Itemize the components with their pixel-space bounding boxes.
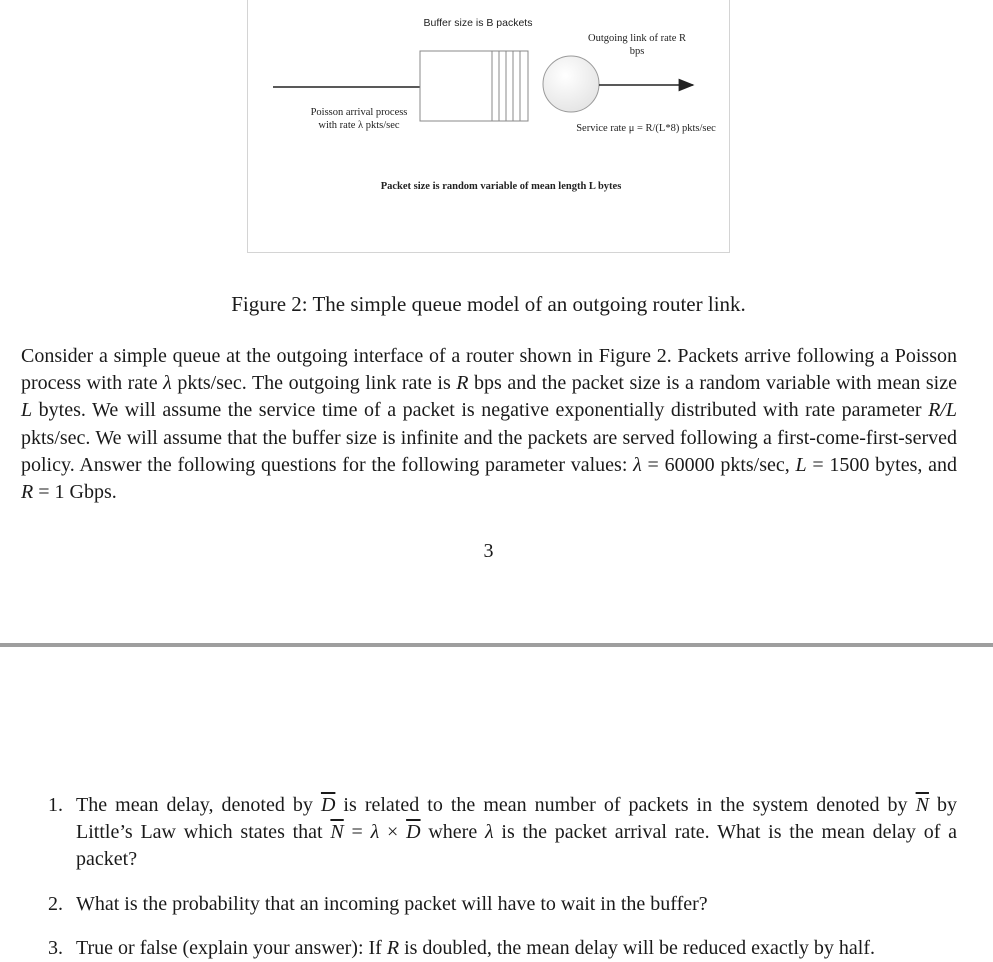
question-text: by Little’s Law which states that — [76, 794, 957, 844]
packet-size-label: Packet size is random variable of mean length L bytes — [380, 181, 622, 192]
rate-variable: R — [456, 372, 469, 395]
lambda-value: = 60000 pkts/sec, — [641, 453, 796, 476]
buffer-queue — [420, 51, 528, 121]
question-list — [48, 792, 957, 962]
arrival-rate-label: with rate λ pkts/sec — [318, 120, 400, 131]
problem-paragraph — [21, 343, 957, 506]
question-number: 1. — [48, 794, 63, 816]
para-text: bps and the packet size is a random variable with mean size — [468, 372, 957, 395]
rate-variable: R — [386, 936, 400, 959]
question-text: where — [420, 821, 485, 844]
outgoing-link-label: Outgoing link of rate R — [588, 33, 686, 44]
question-text: is doubled, the mean delay will be reduced exactly by half. — [399, 936, 876, 959]
page-number: 3 — [483, 540, 494, 562]
size-value: = 1500 bytes, and — [806, 453, 957, 476]
mean-packets-symbol: $\overline{N}$ — [330, 821, 344, 844]
question-number: 3. — [48, 936, 63, 959]
question-text: True or false (explain your answer): If — [76, 936, 387, 959]
queue-model-figure — [247, 0, 730, 253]
para-text: Consider a simple queue at the outgoing interface of a router shown in Figure 2. Packets arrive following a Poisson process with rate — [21, 345, 957, 395]
page-divider — [0, 643, 993, 647]
rate-value: = 1 Gbps. — [33, 481, 117, 504]
question-text: The mean delay, denoted by — [76, 794, 321, 816]
question-item — [48, 891, 957, 918]
mean-packets-symbol: $\overline{N}$ — [915, 794, 929, 816]
server-circle — [543, 56, 599, 112]
rate-variable: R — [21, 481, 34, 504]
lambda-symbol: λ — [370, 821, 380, 844]
question-item — [48, 792, 957, 874]
mean-delay-symbol: $\overline{D}$ — [406, 821, 421, 844]
question-number: 2. — [48, 892, 63, 915]
size-variable: L — [795, 453, 807, 476]
queue-diagram — [248, 0, 731, 254]
lambda-symbol: λ — [484, 821, 494, 844]
para-text: bytes. We will assume the service time of a packet is negative exponentially distributed with rate parameter — [32, 399, 929, 422]
rate-parameter: R/L — [928, 399, 957, 422]
question-text: = — [343, 821, 371, 844]
question-text: is the packet arrival rate. What is the mean delay of a packet? — [76, 821, 958, 871]
question-text: What is the probability that an incoming packet will have to wait in the buffer? — [76, 892, 708, 915]
question-text: is related to the mean number of packets in the system denoted by — [335, 794, 916, 816]
buffer-size-label: Buffer size is B packets — [423, 17, 533, 29]
para-text: pkts/sec. The outgoing link rate is — [171, 372, 457, 395]
figure-caption: Figure 2: The simple queue model of an outgoing router link. — [231, 292, 746, 316]
service-rate-label: Service rate μ = R/(L*8) pkts/sec — [576, 123, 716, 134]
para-text: pkts/sec. We will assume that the buffer size is infinite and the packets are served following a first-come-first-served policy. Answer the following questions for the following parameter values: — [21, 426, 957, 476]
lambda-symbol: λ — [163, 372, 172, 395]
question-item — [48, 935, 957, 962]
question-text: × — [379, 821, 407, 844]
mean-delay-symbol: $\overline{D}$ — [320, 794, 336, 816]
outgoing-link-label-line2: bps — [629, 46, 645, 57]
size-variable: L — [21, 399, 33, 422]
arrival-process-label: Poisson arrival process — [310, 107, 408, 118]
lambda-symbol: λ — [633, 453, 642, 476]
